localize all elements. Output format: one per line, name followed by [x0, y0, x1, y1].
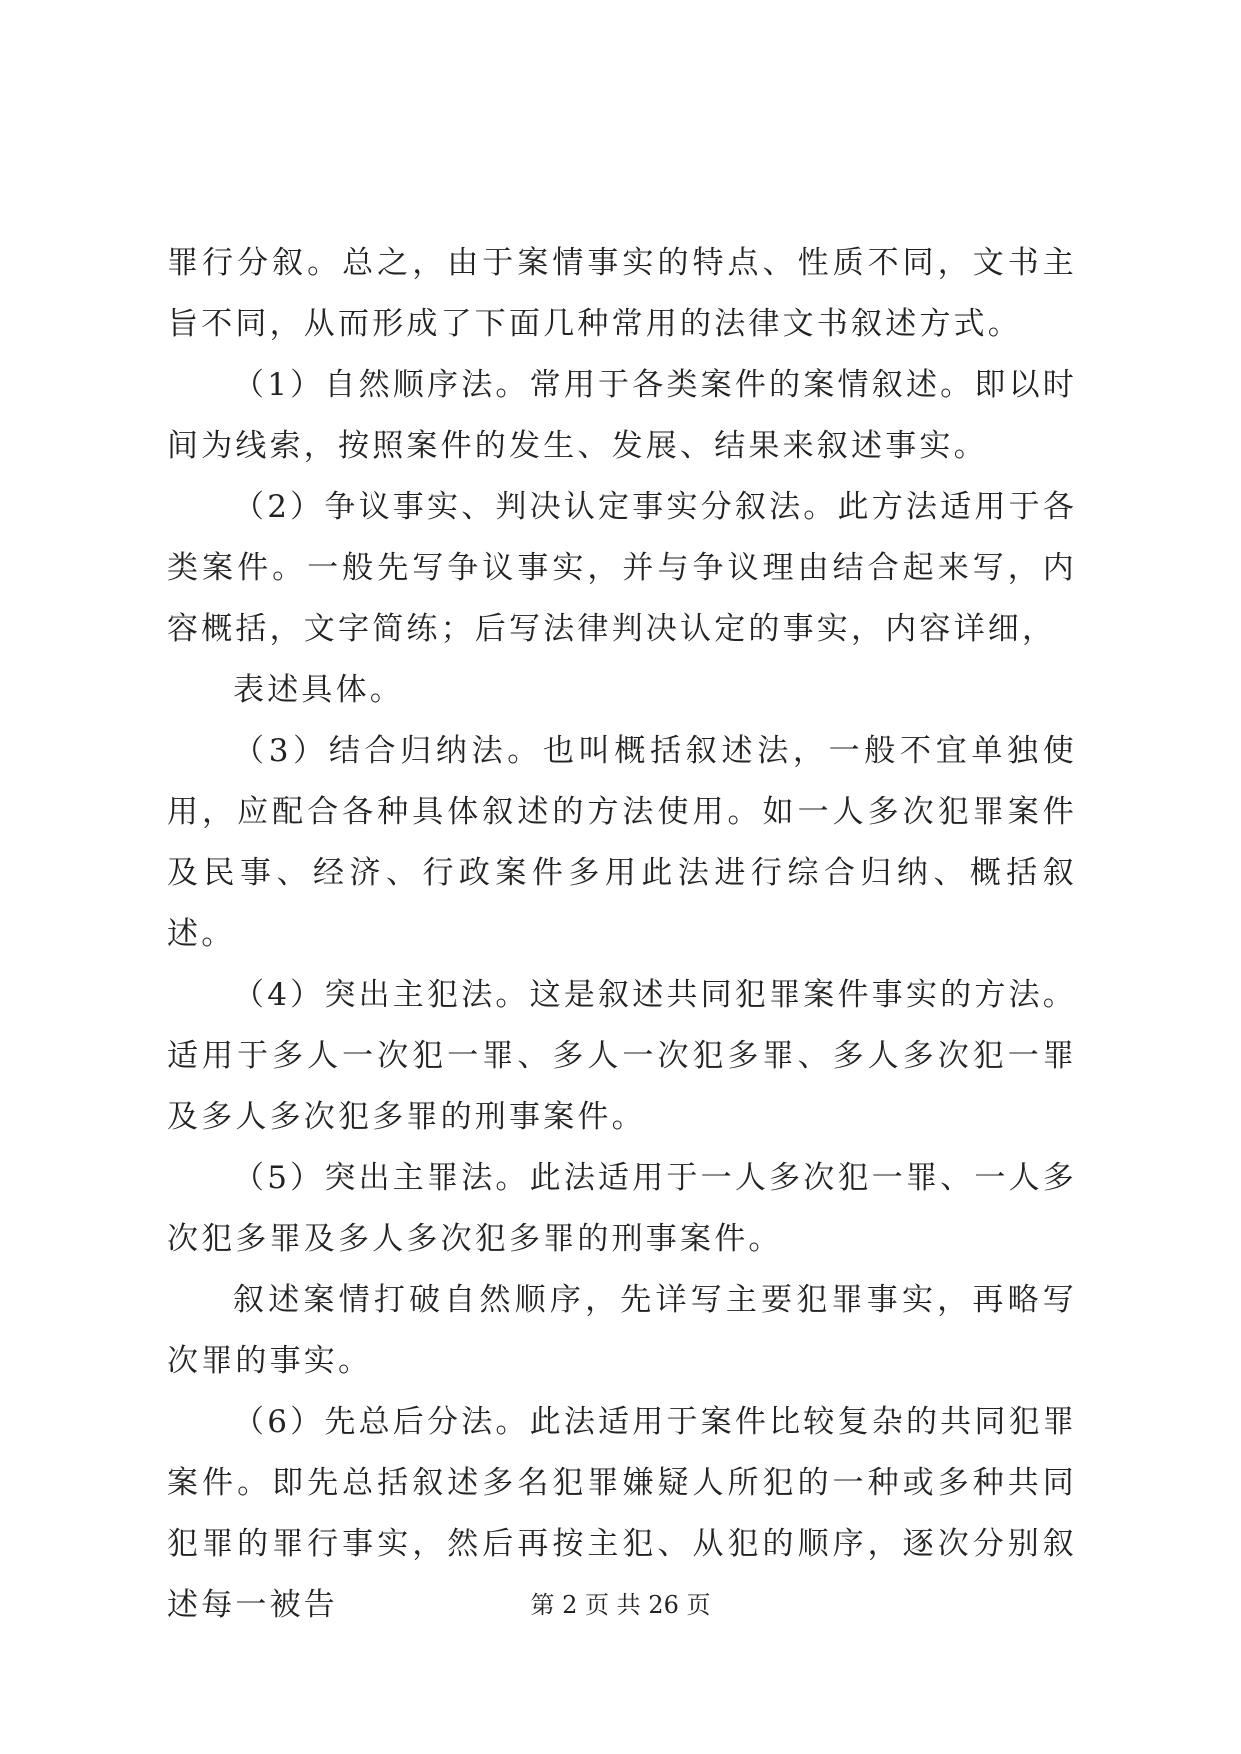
paragraph-continuation: 罪行分叙。总之，由于案情事实的特点、性质不同，文书主旨不同，从而形成了下面几种常用的法律文书叙述方式。 [167, 245, 1077, 342]
document-body [167, 233, 1077, 1636]
paragraph-method-2: （2）争议事实、判决认定事实分叙法。此方法适用于各类案件。一般先写争议事实，并与争议理由结合起来写，内容概括，文字简练；后写法律判决认定的事实，内容详细， [167, 489, 1077, 647]
paragraph-method-1: （1）自然顺序法。常用于各类案件的案情叙述。即以时间为线索，按照案件的发生、发展、结果来叙述事实。 [167, 367, 1077, 464]
paragraph-method-5: （5）突出主罪法。此法适用于一人多次犯一罪、一人多次犯多罪及多人多次犯多罪的刑事案件。 [167, 1160, 1077, 1257]
paragraph-method-4: （4）突出主犯法。这是叙述共同犯罪案件事实的方法。适用于多人一次犯一罪、多人一次犯多罪、多人多次犯一罪及多人多次犯多罪的刑事案件。 [167, 977, 1077, 1135]
page-number-footer: 第 2 页 共 26 页 [530, 1591, 711, 1619]
paragraph-method-2-continued: 表述具体。 [233, 672, 404, 708]
paragraph-method-3: （3）结合归纳法。也叫概括叙述法，一般不宜单独使用，应配合各种具体叙述的方法使用。如一人多次犯罪案件及民事、经济、行政案件多用此法进行综合归纳、概括叙述。 [167, 733, 1077, 952]
paragraph-method-6: （6）先总后分法。此法适用于案件比较复杂的共同犯罪案件。即先总括叙述多名犯罪嫌疑人所犯的一种或多种共同犯罪的罪行事实，然后再按主犯、从犯的顺序，逐次分别叙述每一被告 [167, 1404, 1077, 1623]
paragraph-method-5-continued: 叙述案情打破自然顺序，先详写主要犯罪事实，再略写次罪的事实。 [167, 1282, 1077, 1379]
